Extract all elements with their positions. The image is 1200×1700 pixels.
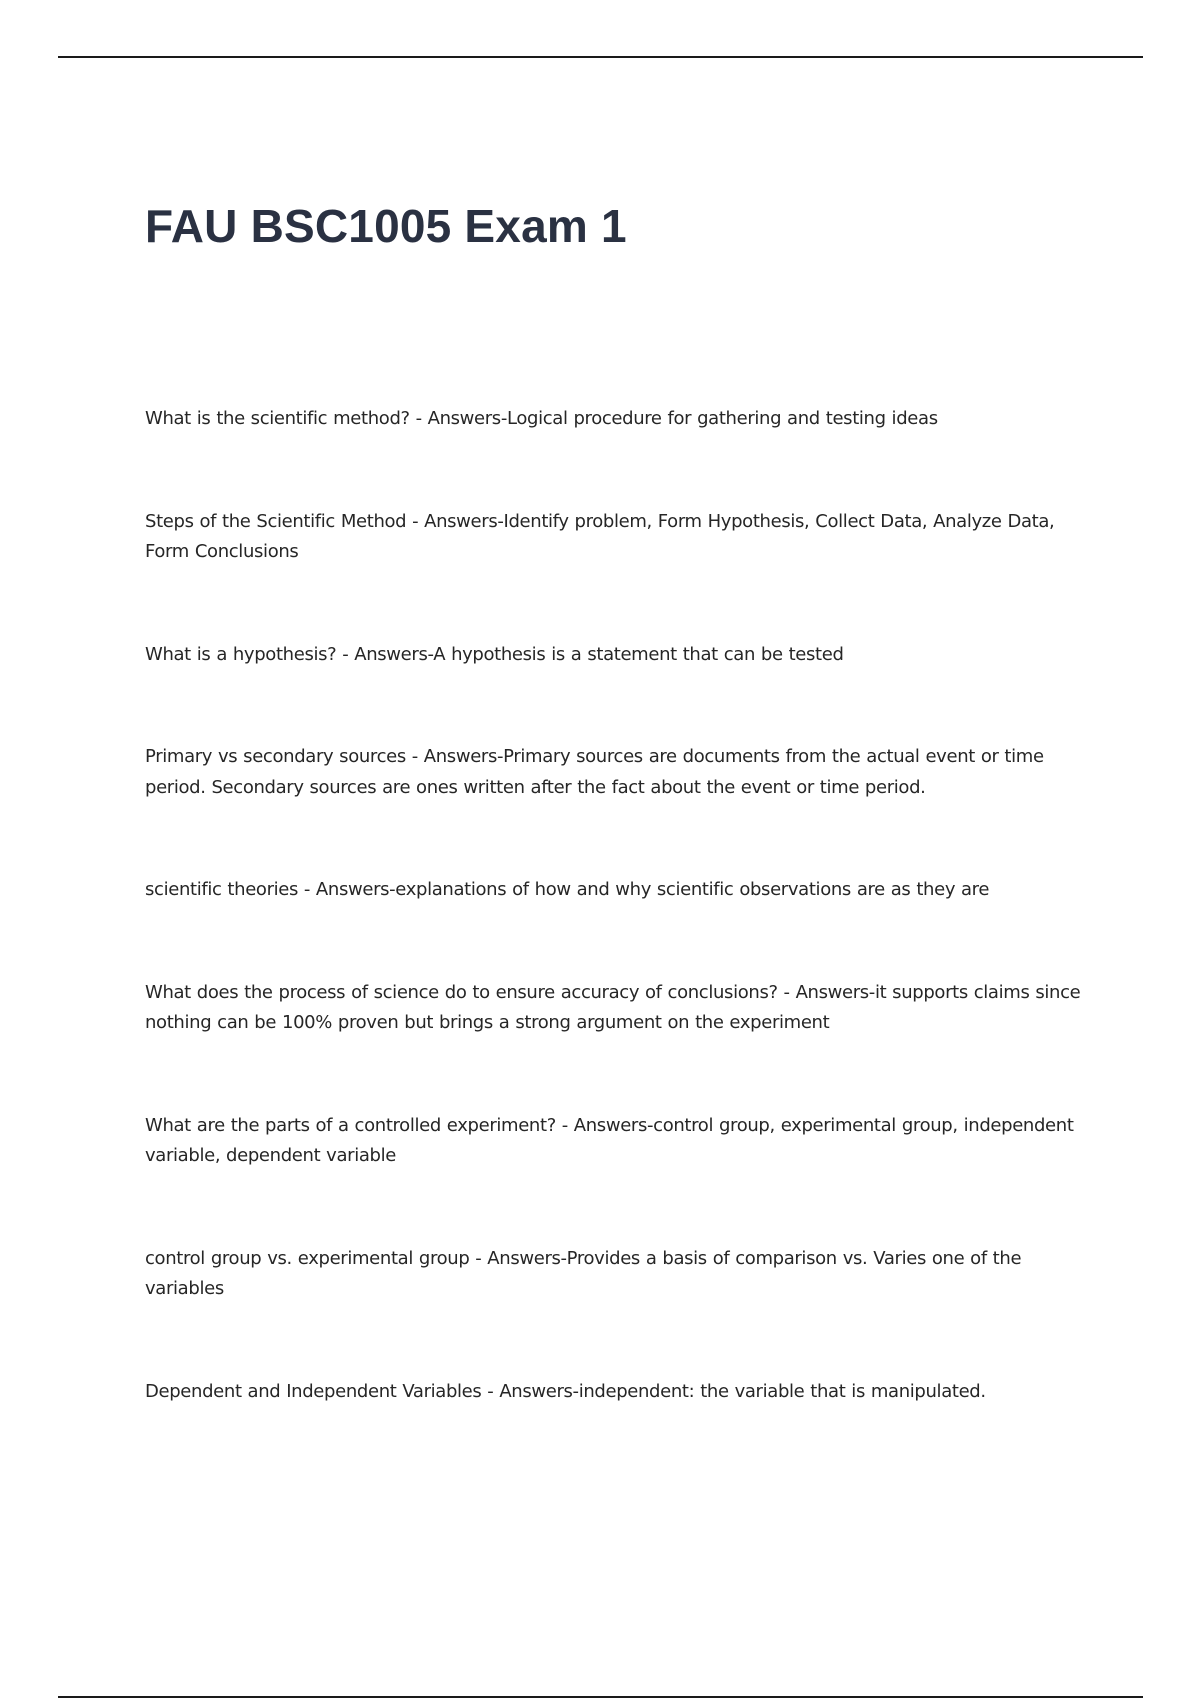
qa-item: Primary vs secondary sources - Answers-Primary sources are documents from the actual event or time period. Secondary sources are ones written after the fact about the event or time period.	[145, 746, 1044, 798]
qa-item: What is a hypothesis? - Answers-A hypothesis is a statement that can be tested	[145, 643, 844, 665]
page-title: FAU BSC1005 Exam 1	[145, 200, 627, 252]
qa-item: What does the process of science do to ensure accuracy of conclusions? - Answers-it supports claims since nothing can be 100% proven but brings a strong argument on the experiment	[145, 981, 1081, 1033]
qa-item: What are the parts of a controlled experiment? - Answers-control group, experimental group, independent variable, dependent variable	[145, 1114, 1074, 1166]
bottom-divider	[58, 1696, 1143, 1698]
qa-item: control group vs. experimental group - Answers-Provides a basis of comparison vs. Varies one of the variables	[145, 1247, 1022, 1299]
top-divider	[58, 56, 1143, 58]
qa-item: Dependent and Independent Variables - Answers-independent: the variable that is manipulated.	[145, 1380, 986, 1402]
qa-item: What is the scientific method? - Answers-Logical procedure for gathering and testing ideas	[145, 408, 938, 429]
qa-list	[145, 404, 1090, 1479]
qa-item: Steps of the Scientific Method - Answers-Identify problem, Form Hypothesis, Collect Data, Analyze Data, Form Conclusions	[145, 510, 1055, 562]
qa-item: scientific theories - Answers-explanations of how and why scientific observations are as they are	[145, 879, 990, 900]
